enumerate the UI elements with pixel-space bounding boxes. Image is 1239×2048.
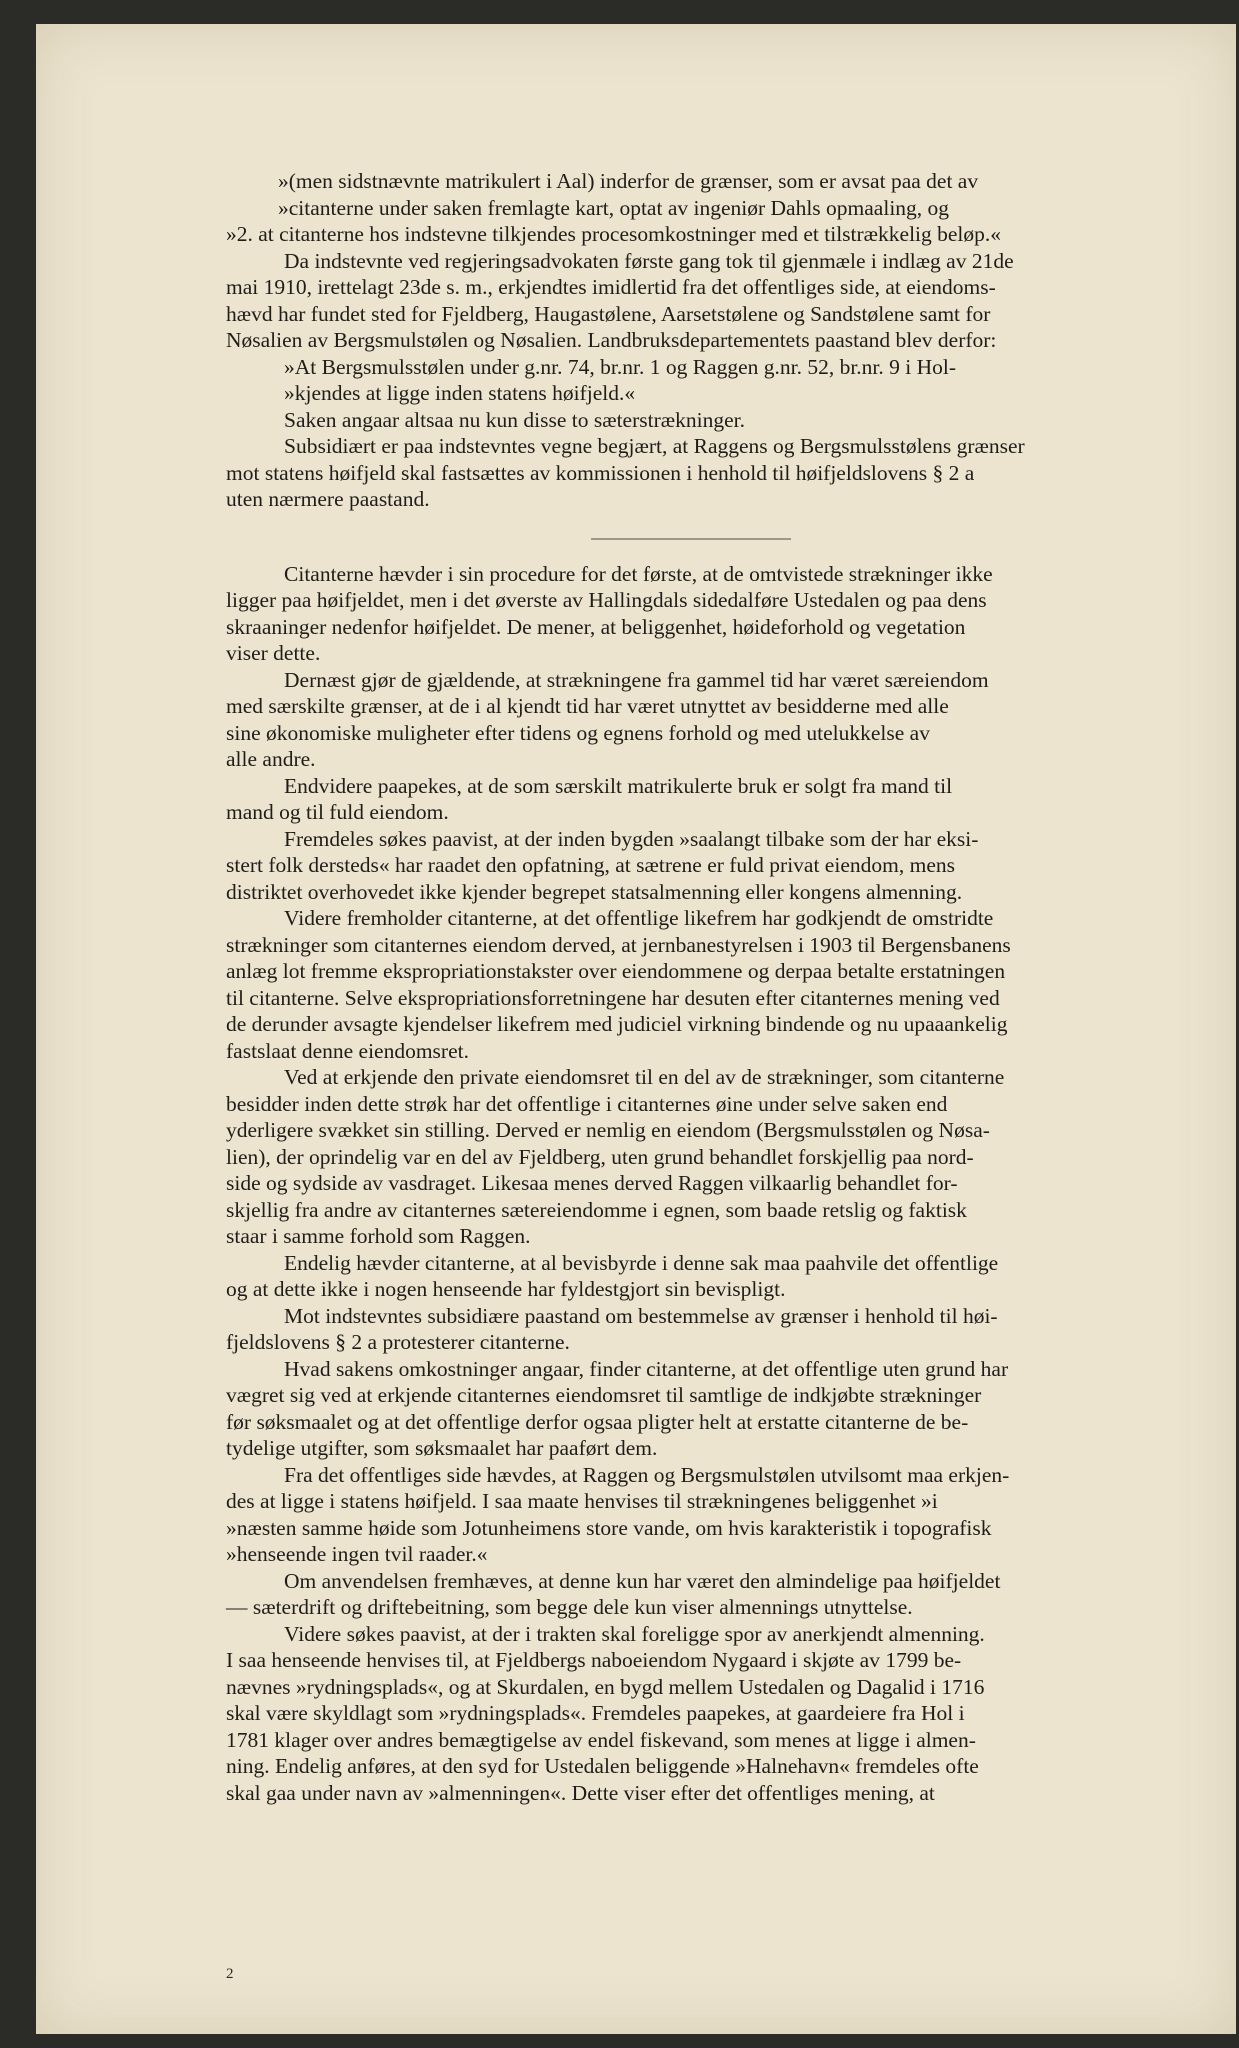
text-line: distriktet overhovedet ikke kjender begrepet statsalmenning eller kongens almenning. [226, 879, 963, 904]
text-line: mand og til fuld eiendom. [226, 800, 449, 824]
text-line: — sæterdrift og driftebeitning, som begge dele kun viser almennings utnyttelse. [226, 1595, 913, 1619]
text-line: staar i samme forhold som Raggen. [226, 1224, 531, 1248]
text-line: Ved at erkjende den private eiendomsret til en del av de strækninger, som citanterne [284, 1065, 1005, 1089]
text-line: besidder inden dette strøk har det offentlige i citanternes øine under selve saken end [226, 1091, 948, 1116]
text-line: Endvidere paapekes, at de som særskilt matrikulerte bruk er solgt fra mand til [284, 773, 953, 798]
text-line: Subsidiært er paa indstevntes vegne begjært, at Raggens og Bergsmulsstølens grænser [284, 434, 1025, 458]
text-line: des at ligge i statens høifjeld. I saa maate henvises til strækningenes beliggenhet »i [226, 1489, 938, 1513]
text-line: Fremdeles søkes paavist, at der inden bygden »saalangt tilbake som der har eksi- [284, 826, 979, 851]
text-line: Videre fremholder citanterne, at det offentlige likefrem har godkjendt de omstridte [284, 906, 994, 930]
text-line: yderligere svækket sin stilling. Derved er nemlig en eiendom (Bergsmulsstølen og Nøsa- [226, 1118, 990, 1142]
text-line: tydelige utgifter, som søksmaalet har paaført dem. [226, 1436, 658, 1460]
text-line: uten nærmere paastand. [226, 487, 430, 511]
text-line: skraaninger nedenfor høifjeldet. De mener, at beliggenhet, høideforhold og vegetation [226, 614, 966, 639]
main-text-block [226, 534, 1116, 1806]
text-line: mai 1910, irettelagt 23de s. m., erkjendtes imidlertid fra det offentliges side, at eiendoms- [226, 275, 996, 299]
text-line: de derunder avsagte kjendelser likefrem med judiciel virkning bindende og nu upaaankelig [226, 1012, 1008, 1036]
text-line: ning. Endelig anføres, at den syd for Ustedalen beliggende »Halnehavn« fremdeles ofte [226, 1754, 979, 1778]
text-line: Dernæst gjør de gjældende, at strækningene fra gammel tid har været særeiendom [284, 667, 989, 692]
text-line: fastslaat denne eiendomsret. [226, 1038, 469, 1063]
text-line: nævnes »rydningsplads«, og at Skurdalen, en bygd mellem Ustedalen og Dagalid i 1716 [226, 1674, 985, 1699]
text-line: I saa henseende henvises til, at Fjeldbergs naboeiendom Nygaard i skjøte av 1799 be- [226, 1648, 962, 1672]
text-line: 1781 klager over andres bemægtigelse av endel fiskevand, som menes at ligge i almen- [226, 1727, 976, 1752]
text-line: lien), der oprindelig var en del av Fjeldberg, uten grund behandlet forskjellig paa nord- [226, 1144, 974, 1169]
text-line: viser dette. [226, 641, 321, 665]
text-line: Mot indstevntes subsidiære paastand om bestemmelse av grænser i henhold til høi- [284, 1303, 998, 1328]
text-line: »At Bergsmulsstølen under g.nr. 74, br.nr. 1 og Raggen g.nr. 52, br.nr. 9 i Hol- [284, 354, 957, 379]
text-line: anlæg lot fremme ekspropriationstakster over eiendommene og derpaa betalte erstatningen [226, 959, 1006, 983]
text-line: skjellig fra andre av citanternes sætereiendomme i egnen, som baade retslig og faktisk [226, 1197, 967, 1222]
text-line: »(men sidstnævnte matrikulert i Aal) inderfor de grænser, som er avsat paa det av [278, 169, 979, 193]
text-line: alle andre. [226, 747, 316, 771]
text-line: »kjendes at ligge inden statens høifjeld.« [284, 381, 636, 405]
text-line: Fra det offentliges side hævdes, at Raggen og Bergsmulstølen utvilsomt maa erkjen- [284, 1462, 1010, 1487]
scanned-page [36, 24, 1236, 2034]
text-line: før søksmaalet og at det offentlige derfor ogsaa pligter helt at erstatte citanterne de be- [226, 1409, 969, 1434]
text-line: »2. at citanterne hos indstevne tilkjendes procesomkostninger med et tilstrækkelig beløp.« [226, 222, 1002, 246]
text-line: side og sydside av vasdraget. Likesaa menes derved Raggen vilkaarlig behandlet for- [226, 1171, 958, 1195]
text-line: »næsten samme høide som Jotunheimens store vande, om hvis karakteristik i topografisk [226, 1515, 992, 1540]
text-line: sine økonomiske muligheter efter tidens og egnens forhold og med utelukkelse av [226, 720, 930, 745]
text-line: Hvad sakens omkostninger angaar, finder citanterne, at det offentlige uten grund har [284, 1356, 1009, 1381]
text-line: Saken angaar altsaa nu kun disse to sæterstrækninger. [284, 407, 745, 432]
page-number: 2 [226, 1966, 234, 1982]
text-line: »henseende ingen tvil raader.« [226, 1542, 488, 1566]
text-line: Da indstevnte ved regjeringsadvokaten første gang tok til gjenmæle i indlæg av 21de [284, 248, 1014, 273]
text-line: Om anvendelsen fremhæves, at denne kun har været den almindelige paa høifjeldet [284, 1568, 1001, 1593]
text-line: til citanterne. Selve ekspropriationsforretningene har desuten efter citanternes mening ved [226, 985, 1000, 1010]
text-line: Citanterne hævder i sin procedure for det første, at de omtvistede strækninger ikke [284, 561, 993, 586]
text-line: Videre søkes paavist, at der i trakten skal foreligge spor av anerkjendt almenning. [284, 1621, 985, 1646]
text-line: »citanterne under saken fremlagte kart, optat av ingeniør Dahls opmaaling, og [278, 195, 950, 220]
text-line: ligger paa høifjeldet, men i det øverste av Hallingdals sidedalføre Ustedalen og paa dens [226, 588, 987, 612]
text-line: stert folk dersteds« har raadet den opfatning, at sætrene er fuld privat eiendom, mens [226, 853, 955, 877]
text-line: skal gaa under navn av »almenningen«. Dette viser efter det offentliges mening, at [226, 1780, 935, 1805]
text-line: Endelig hævder citanterne, at al bevisbyrde i denne sak maa paahvile det offentlige [284, 1250, 999, 1275]
text-line: hævd har fundet sted for Fjeldberg, Haugastølene, Aarsetstølene og Sandstølene samt for [226, 301, 991, 326]
text-line: Nøsalien av Bergsmulstølen og Nøsalien. Landbruksdepartementets paastand blev derfor: [226, 328, 997, 352]
text-line: mot statens høifjeld skal fastsættes av kommissionen i henhold til høifjeldslovens § 2 a [226, 460, 975, 485]
text-line: skal være skyldlagt som »rydningsplads«. Fremdeles paapekes, at gaardeiere fra Hol i [226, 1701, 965, 1725]
text-line: vægret sig ved at erkjende citanternes eiendomsret til samtlige de indkjøbte strækninger [226, 1383, 982, 1407]
text-line: strækninger som citanternes eiendom derved, at jernbanestyrelsen i 1903 til Bergensbanens [226, 932, 1011, 957]
text-line: og at dette ikke i nogen henseende har fyldestgjort sin bevispligt. [226, 1277, 786, 1301]
text-line: fjeldslovens § 2 a protesterer citanterne. [226, 1330, 570, 1354]
text-line: med særskilte grænser, at de i al kjendt tid har været utnyttet av besidderne med alle [226, 694, 949, 718]
top-text-block [226, 168, 1116, 513]
